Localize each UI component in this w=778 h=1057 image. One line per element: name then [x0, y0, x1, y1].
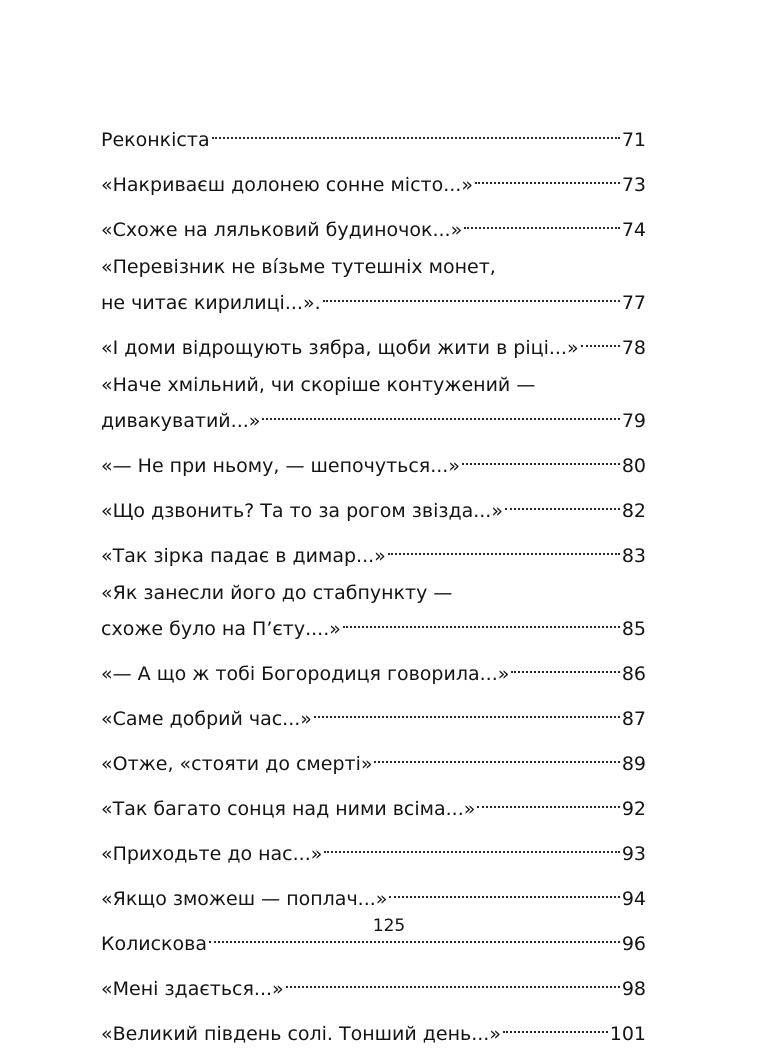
toc-entry — [101, 742, 646, 778]
toc-entry — [101, 579, 646, 643]
dot-leader — [505, 489, 620, 517]
dot-leader — [343, 607, 620, 635]
toc-entry — [101, 534, 646, 570]
toc-entry-title: «Отже, «стояти до смерті» — [101, 753, 373, 775]
toc-entry-page: 86 — [621, 663, 646, 685]
toc-entry-row — [101, 534, 646, 570]
toc-entry — [101, 326, 646, 362]
toc-entry — [101, 787, 646, 823]
dot-leader — [389, 877, 619, 905]
toc-entry-row — [101, 208, 646, 244]
toc-entry-row — [101, 444, 646, 480]
toc-entry-title-line: «Перевізник не ві́зьме тутешніх монет, — [101, 256, 496, 278]
toc-entry-title: «Накриваєш долонею сонне місто...» — [101, 174, 473, 196]
toc-entry — [101, 371, 646, 435]
toc-entry-row — [101, 1012, 646, 1048]
toc-entry-page: 96 — [621, 933, 646, 955]
toc-entry-row — [101, 326, 646, 362]
toc-entry-page: 83 — [621, 545, 646, 567]
toc-entry-page: 82 — [621, 500, 646, 522]
toc-entry — [101, 489, 646, 525]
toc-entry-page: 74 — [621, 219, 646, 241]
toc-entry — [101, 1012, 646, 1048]
toc-entry-title: «Так багато сонця над ними всіма...» — [101, 798, 476, 820]
toc-entry-title: Реконкіста — [101, 129, 210, 151]
toc-entry-row — [101, 281, 646, 317]
toc-entry-title: «І доми відрощують зябра, щоби жити в ріці...» — [101, 337, 579, 359]
dot-leader — [262, 399, 619, 427]
dot-leader — [324, 832, 619, 860]
toc-entry-page: 78 — [621, 337, 646, 359]
toc-entry-row — [101, 607, 646, 643]
dot-leader — [462, 444, 620, 472]
toc-entry-page: 93 — [621, 843, 646, 865]
toc-entry-page: 77 — [621, 292, 646, 314]
dot-leader — [286, 967, 620, 995]
toc-entry-row — [101, 967, 646, 1003]
toc-entry-row — [101, 489, 646, 525]
toc-entry — [101, 118, 646, 154]
dot-leader — [511, 652, 619, 680]
dot-leader — [323, 281, 620, 309]
toc-entry — [101, 444, 646, 480]
toc-entry-title: «Мені здається...» — [101, 978, 284, 1000]
toc-entry-title: «Так зірка падає в димар...» — [101, 545, 386, 567]
toc-entry-title: «Саме добрий час...» — [101, 708, 312, 730]
toc-entry-title: «Приходьте до нас...» — [101, 843, 323, 865]
toc-entry-page: 101 — [609, 1023, 646, 1045]
dot-leader — [503, 1012, 608, 1040]
toc-entry-page: 73 — [621, 174, 646, 196]
dot-leader — [388, 534, 620, 562]
toc-entry-title: схоже було на П’єту....» — [101, 618, 341, 640]
toc-entry-title-line: «Наче хмільний, чи скоріше контужений — — [101, 374, 536, 396]
dot-leader — [374, 742, 619, 770]
dot-leader — [581, 326, 620, 354]
toc-entry-page: 71 — [621, 129, 646, 151]
toc-entry — [101, 697, 646, 733]
toc-entry-page: 79 — [621, 410, 646, 432]
toc-entry-title: «— А що ж тобі Богородиця говорила...» — [101, 663, 510, 685]
toc-entry-row — [101, 742, 646, 778]
toc-entry-title: «Що дзвонить? Та то за рогом звізда...» — [101, 500, 503, 522]
toc-entry-title: «Схоже на ляльковий будиночок...» — [101, 219, 463, 241]
dot-leader — [475, 163, 620, 191]
toc-entry-page: 98 — [621, 978, 646, 1000]
dot-leader — [212, 118, 620, 146]
toc-entry — [101, 652, 646, 688]
toc-entry-page: 80 — [621, 455, 646, 477]
toc-entry-row — [101, 399, 646, 435]
dot-leader — [314, 697, 620, 725]
toc-entry-title: «Якщо зможеш — поплач...» — [101, 888, 388, 910]
toc-entry-row — [101, 118, 646, 154]
toc-entry-row — [101, 877, 646, 913]
toc-entry-page: 89 — [621, 753, 646, 775]
page-number: 125 — [372, 916, 406, 936]
toc-entry-page: 87 — [621, 708, 646, 730]
toc-entry-row — [101, 652, 646, 688]
toc-entry — [101, 253, 646, 317]
toc-entry-title: «— Не при ньому, — шепочуться...» — [101, 455, 460, 477]
toc-entry-title-line: «Як занесли його до стабпункту — — [101, 582, 453, 604]
toc-entry — [101, 877, 646, 913]
toc-entry-page: 94 — [621, 888, 646, 910]
toc-entry-row — [101, 787, 646, 823]
toc-entry-row — [101, 697, 646, 733]
dot-leader — [477, 787, 619, 815]
toc-entry-page: 85 — [621, 618, 646, 640]
toc-entry-title: дивакуватий...» — [101, 410, 261, 432]
toc-entry-page: 92 — [621, 798, 646, 820]
dot-leader — [464, 208, 620, 236]
toc-entry-title: не читає кирилиці...». — [101, 292, 321, 314]
toc-entry — [101, 208, 646, 244]
toc-entry-title: «Великий південь солі. Тонший день...» — [101, 1023, 501, 1045]
toc-entry — [101, 832, 646, 868]
toc-entry-title: Колискова — [101, 933, 207, 955]
toc-entry — [101, 163, 646, 199]
toc-entry-row — [101, 163, 646, 199]
toc-entry-row — [101, 832, 646, 868]
toc-entry — [101, 967, 646, 1003]
